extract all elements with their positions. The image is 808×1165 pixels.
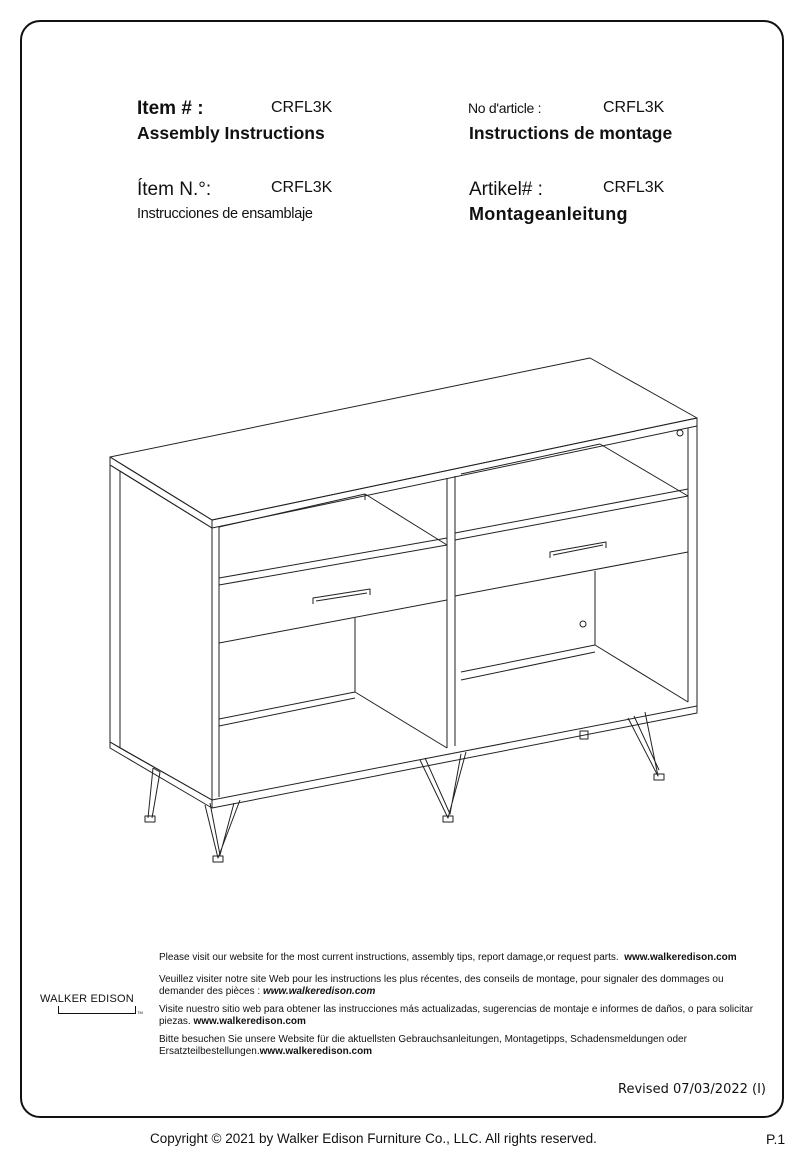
website-notes: [159, 952, 765, 1064]
note-fr: [159, 974, 765, 999]
de-item-label: Artikel# :: [469, 179, 543, 200]
note-es-text: Visite nuestro sitio web para obtener las instrucciones más actualizadas, sugerencias de montaje e informes de daños, o para solicitar piezas.: [159, 1003, 754, 1027]
fr-article-code: CRFL3K: [603, 99, 665, 116]
note-es-url[interactable]: www.walkeredison.com: [193, 1016, 306, 1027]
copyright-notice: Copyright © 2021 by Walker Edison Furniture Co., LLC. All rights reserved.: [150, 1131, 597, 1146]
left-drawer-front: [219, 545, 447, 643]
page-number: P.1: [766, 1131, 786, 1147]
es-instructions-title: Instrucciones de ensamblaje: [137, 206, 313, 222]
fr-instructions-title: Instructions de montage: [469, 123, 673, 143]
note-en: [159, 952, 765, 965]
note-en-text: Please visit our website for the most current instructions, assembly tips, report damage,or request parts.: [159, 952, 619, 963]
note-de: [159, 1034, 765, 1059]
note-es: [159, 1004, 765, 1029]
item-number-label: Item # :: [137, 98, 204, 119]
walker-edison-logo: [40, 993, 143, 1015]
top-front-left-edge: [110, 457, 212, 528]
fr-article-label: No d'article :: [468, 100, 542, 116]
es-item-label: Ítem N.°:: [137, 179, 212, 200]
note-fr-text: Veuillez visiter notre site Web pour les instructions les plus récentes, des conseils de montage, pour signaler des dommages ou demander des pièces :: [159, 973, 724, 997]
note-de-text: Bitte besuchen Sie unsere Website für die aktuellsten Gebrauchsanleitungen, Montagetipps, Schadensmeldungen oder Ersatzteilbestellungen.: [159, 1033, 687, 1057]
note-de-url[interactable]: www.walkeredison.com: [259, 1046, 373, 1057]
top-surface: [110, 358, 697, 520]
assembly-instructions-title: Assembly Instructions: [137, 123, 325, 143]
left-drawer-handle: [313, 589, 370, 604]
item-number-code: CRFL3K: [271, 99, 333, 116]
logo-underline: [58, 1006, 136, 1014]
de-item-code: CRFL3K: [603, 179, 665, 196]
logo-text: WALKER EDISON: [40, 993, 134, 1005]
de-instructions-title: Montageanleitung: [469, 204, 628, 224]
logo-trademark: TM: [137, 1010, 143, 1015]
right-drawer-handle: [550, 542, 606, 558]
note-fr-url[interactable]: www.walkeredison.com: [262, 986, 376, 997]
revision-date: Revised 07/03/2022 (I): [618, 1082, 766, 1097]
left-side-panel: [110, 465, 120, 748]
note-en-url[interactable]: www.walkeredison.com: [624, 952, 737, 963]
cam-lock: [580, 621, 586, 627]
left-side-face: [120, 471, 212, 800]
cable-hole: [677, 430, 683, 436]
es-item-code: CRFL3K: [271, 179, 333, 196]
